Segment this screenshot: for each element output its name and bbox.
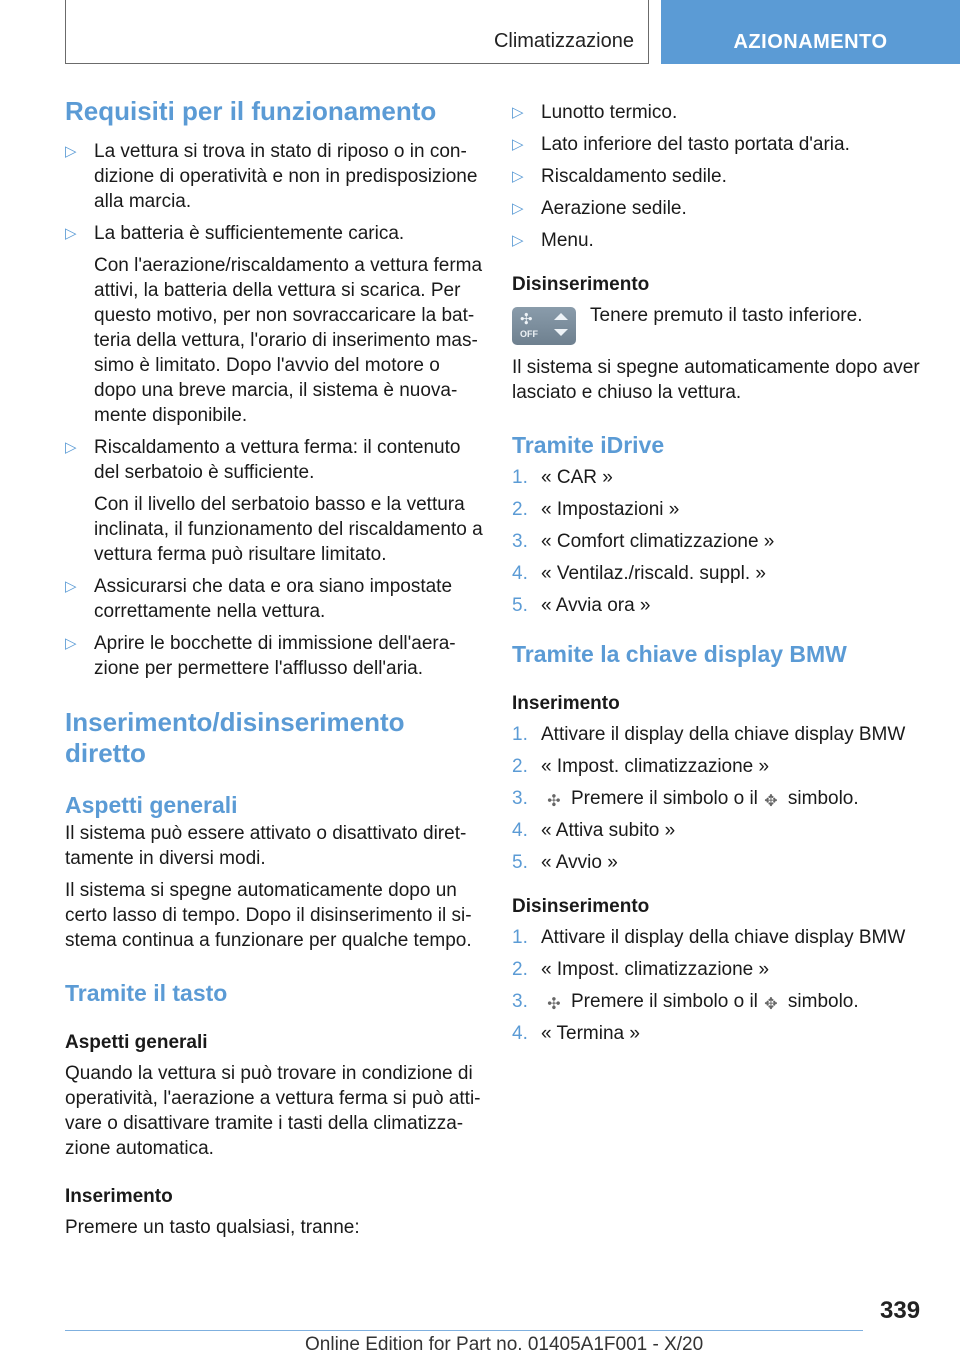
list-item: 4. « Attiva subito » (512, 820, 676, 841)
footer-edition: Online Edition for Part no. 01405A1F001 - X/20 (305, 1334, 704, 1355)
fan-off-button-image (512, 307, 576, 345)
list-item: ▷ Lato inferiore del tasto portata d'aria. (512, 134, 850, 155)
list-item: 3. ✣ Premere il simbolo o il ✥ simbolo. (512, 788, 859, 810)
subheading-inserimento: Inserimento (65, 1186, 173, 1207)
list-item: ▷ Aprire le bocchette di immissione dell'aera- zione per permettere l'afflusso dell'aria. (65, 633, 456, 679)
list-item: 4. « Termina » (512, 1023, 640, 1044)
arrow-down-icon (554, 329, 568, 336)
fan-icon: ✣ (547, 996, 561, 1013)
heading-inserimento-diretto: Inserimento/disinserimento diretto (65, 707, 405, 768)
fan-icon: ✣ (547, 793, 561, 810)
off-label: OFF (520, 329, 538, 339)
list-item: ▷ Riscaldamento a vettura ferma: il contenuto del serbatoio è sufficiente. Con il livello del serbatoio basso e la vettura inclinata, il funzionamento del riscaldamento a vettura ferma può risultare limitato. (65, 437, 483, 565)
idrive-steps (512, 465, 932, 618)
triangle-bullet-icon: ▷ (65, 635, 77, 652)
heading-chiave-display: Tramite la chiave display BMW (512, 641, 847, 667)
list-item: ▷ Menu. (512, 230, 594, 251)
triangle-bullet-icon: ▷ (65, 225, 77, 242)
header-box (65, 0, 649, 64)
left-column (65, 96, 483, 1240)
paragraph: Il sistema si spegne automaticamente dopo un certo lasso di tempo. Dopo il disinserimento il si- stema continua a funzionare per qualche tempo. (65, 880, 472, 951)
list-item: ▷ La batteria è sufficientemente carica. Con l'aerazione/riscaldamento a vettura ferma attivi, la batteria della vettura si scarica. Per questo motivo, per non sovraccaricare la bat- teria della vettura, l'orario di inserimento mas- simo è limitato. Dopo l'avvio del motore o dopo una breve marcia, il sistema è nuova- mente disponibile. (65, 223, 483, 426)
heading-tramite-tasto: Tramite il tasto (65, 980, 228, 1006)
triangle-bullet-icon: ▷ (65, 143, 77, 160)
heat-fan-icon: ✥ (764, 793, 778, 810)
heading-aspetti-generali: Aspetti generali (65, 792, 238, 818)
list-item: 2. « Impostazioni » (512, 499, 680, 520)
subheading-disinserimento: Disinserimento (512, 274, 650, 295)
subheading-aspetti-generali: Aspetti generali (65, 1032, 208, 1053)
right-column (512, 100, 932, 1053)
triangle-bullet-icon: ▷ (65, 439, 77, 456)
arrow-up-icon (554, 313, 568, 320)
paragraph: Il sistema si spegne automaticamente dopo aver lasciato e chiuso la vettura. (512, 357, 920, 403)
list-item: ▷ La vettura si trova in stato di riposo o in con- dizione di operatività e non in predisposizione alla marcia. (65, 141, 478, 212)
subheading-inserimento: Inserimento (512, 693, 620, 714)
list-item: ▷ Assicurarsi che data e ora siano impostate correttamente nella vettura. (65, 576, 453, 622)
list-item: 3. ✣ Premere il simbolo o il ✥ simbolo. (512, 991, 859, 1013)
list-item: 4. « Ventilaz./riscald. suppl. » (512, 563, 766, 584)
list-item: 1. Attivare il display della chiave display BMW (512, 927, 906, 948)
triangle-bullet-icon: ▷ (512, 232, 524, 249)
triangle-bullet-icon: ▷ (65, 578, 77, 595)
list-item: 1. Attivare il display della chiave display BMW (512, 724, 906, 745)
list-item: 3. « Comfort climatizzazione » (512, 531, 775, 552)
triangle-bullet-icon: ▷ (512, 136, 524, 153)
requirements-list (65, 139, 483, 681)
triangle-bullet-icon: ▷ (512, 168, 524, 185)
subheading-disinserimento: Disinserimento (512, 896, 650, 917)
list-item-detail: Con l'aerazione/riscaldamento a vettura ferma attivi, la batteria della vettura si scarica. Per questo motivo, per non sovraccaricare la bat- teria della vettura, l'orario di inserimento mas- simo è limitato. Dopo l'avvio del motore o dopo una breve marcia, il sistema è nuova- mente disponibile. (94, 255, 483, 426)
list-item: 2. « Impost. climatizzazione » (512, 959, 770, 980)
list-item: ▷ Riscaldamento sedile. (512, 166, 727, 187)
paragraph: Tenere premuto il tasto inferiore. (590, 305, 863, 326)
list-item: 5. « Avvio » (512, 852, 618, 873)
list-item: ▷ Aerazione sedile. (512, 198, 687, 219)
heading-requisiti: Requisiti per il funzionamento (65, 96, 437, 126)
exceptions-list (512, 100, 932, 253)
header-chapter-tab: AZIONAMENTO (661, 0, 960, 64)
paragraph: Quando la vettura si può trovare in condizione di operatività, l'aerazione a vettura ferma si può atti- vare o disattivare tramite i tasti della climatizza- zione automatica. (65, 1063, 481, 1159)
key-disable-steps (512, 925, 932, 1046)
paragraph: Premere un tasto qualsiasi, tranne: (65, 1217, 360, 1238)
triangle-bullet-icon: ▷ (512, 104, 524, 121)
paragraph: Il sistema può essere attivato o disattivato diret- tamente in diversi modi. (65, 823, 467, 869)
list-item-detail: Con il livello del serbatoio basso e la vettura inclinata, il funzionamento del riscaldamento a vettura ferma può risultare limitato. (94, 494, 483, 565)
page-number: 339 (880, 1297, 921, 1324)
key-insert-steps (512, 722, 932, 875)
list-item: 1. « CAR » (512, 467, 613, 488)
heading-tramite-idrive: Tramite iDrive (512, 432, 665, 458)
header-section-title: Climatizzazione (493, 30, 634, 52)
list-item: 2. « Impost. climatizzazione » (512, 756, 770, 777)
list-item: ▷ Lunotto termico. (512, 102, 678, 123)
list-item: 5. « Avvia ora » (512, 595, 651, 616)
footer-divider (65, 1330, 863, 1331)
heat-fan-icon: ✥ (764, 996, 778, 1013)
triangle-bullet-icon: ▷ (512, 200, 524, 217)
fan-icon: ✣ (520, 311, 533, 328)
